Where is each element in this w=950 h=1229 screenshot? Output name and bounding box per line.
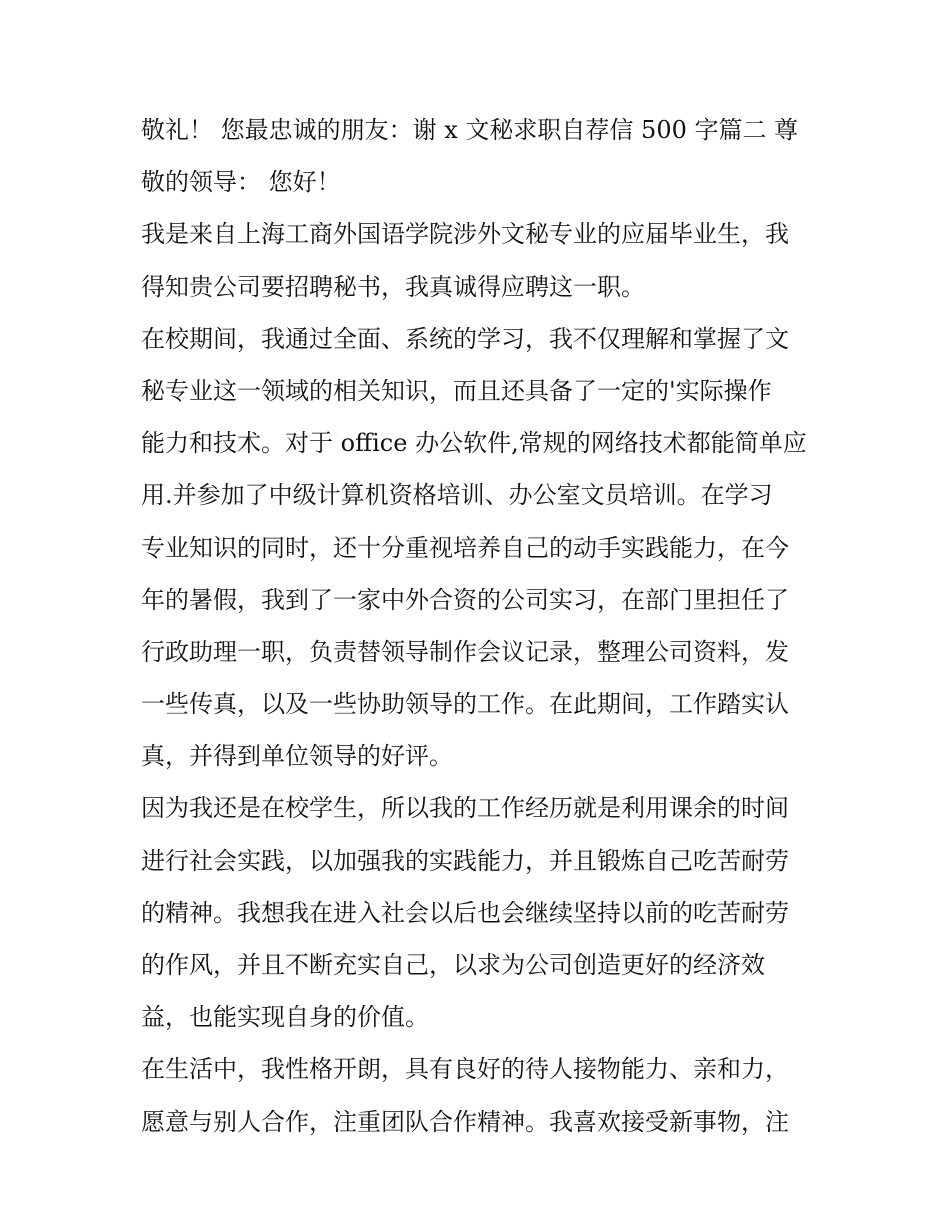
- text-line: 敬的领导： 您好！: [141, 168, 341, 197]
- text-line: 在生活中，我性格开朗，具有良好的待人接物能力、亲和力，: [141, 1055, 789, 1084]
- text-line: 秘专业这一领域的相关知识，而且还具备了一定的'实际操作: [141, 376, 772, 405]
- text-line: 益，也能实现自身的价值。: [141, 1003, 429, 1032]
- text-line: 的精神。我想我在进入社会以后也会继续坚持以前的吃苦耐劳: [141, 898, 789, 927]
- text-line: 专业知识的同时，还十分重视培养自己的动手实践能力，在今: [141, 533, 789, 562]
- text-line: 行政助理一职，负责替领导制作会议记录，整理公司资料，发: [141, 637, 789, 666]
- document-body: [141, 104, 821, 1148]
- text-line: 得知贵公司要招聘秘书，我真诚得应聘这一职。: [141, 272, 645, 301]
- text-line: 愿意与别人合作，注重团队合作精神。我喜欢接受新事物，注: [141, 1107, 789, 1136]
- text-line: 用.并参加了中级计算机资格培训、办公室文员培训。在学习: [141, 481, 773, 510]
- text-line: 一些传真，以及一些协助领导的工作。在此期间，工作踏实认: [141, 690, 789, 719]
- text-line: 的作风，并且不断充实自己，以求为公司创造更好的经济效: [141, 951, 765, 979]
- text-line: 能力和技术。对于 office 办公软件,常规的网络技术都能简单应: [141, 429, 807, 458]
- text-line: 因为我还是在校学生，所以我的工作经历就是利用课余的时间: [141, 794, 789, 823]
- text-line: 真，并得到单位领导的好评。: [141, 742, 453, 771]
- text-line: 敬礼！ 您最忠诚的朋友：谢 x 文秘求职自荐信 500 字篇二 尊: [141, 116, 799, 144]
- text-line: 年的暑假，我到了一家中外合资的公司实习，在部门里担任了: [141, 585, 789, 614]
- text-line: 在校期间，我通过全面、系统的学习，我不仅理解和掌握了文: [141, 324, 789, 353]
- text-line: 我是来自上海工商外国语学院涉外文秘专业的应届毕业生，我: [141, 220, 789, 249]
- text-line: 进行社会实践，以加强我的实践能力，并且锻炼自己吃苦耐劳: [141, 846, 789, 875]
